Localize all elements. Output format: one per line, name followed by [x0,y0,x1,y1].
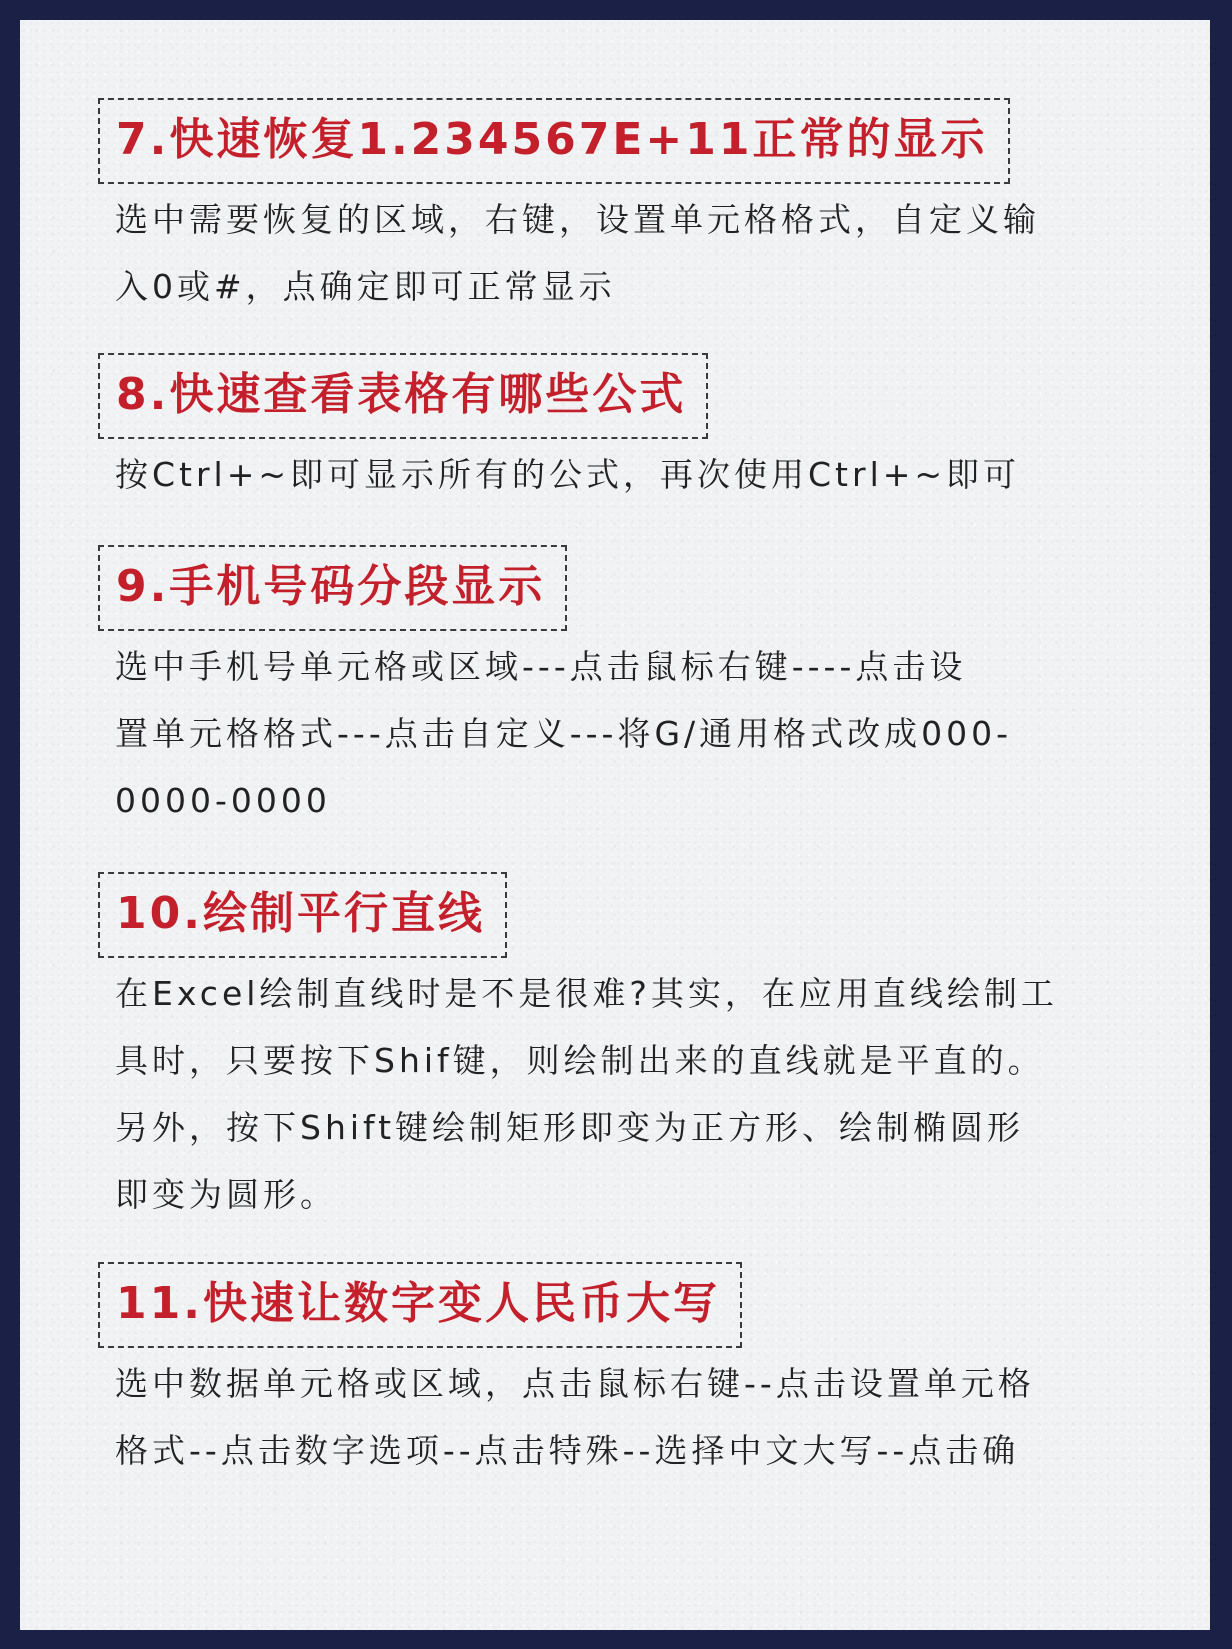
tip-10-line-3: 另外，按下Shift键绘制矩形即变为正方形、绘制椭圆形 [115,1108,1025,1147]
tip-7-heading-box [98,98,1010,184]
tip-10-heading-box [98,872,507,958]
tip-9-line-1: 选中手机号单元格或区域---点击鼠标右键----点击设 [115,647,967,686]
tip-10-line-2: 具时，只要按下Shif键，则绘制出来的直线就是平直的。 [115,1041,1045,1080]
tip-7 [98,98,1170,320]
tip-9-heading: 9.手机号码分段显示 [116,561,546,612]
tip-9 [98,545,1170,834]
tip-11-line-2: 格式--点击数字选项--点击特殊--选择中文大写--点击确 [115,1431,1020,1470]
page [20,20,1210,1630]
tip-11-body [98,1350,1170,1484]
tip-10-body [98,960,1170,1228]
tip-10-line-4: 即变为圆形。 [115,1175,337,1214]
tip-9-body [98,633,1170,834]
tip-8 [98,353,1170,508]
tip-7-heading: 7.快速恢复1.234567E+11正常的显示 [116,114,988,165]
tip-8-heading-box [98,353,708,439]
tip-11-heading-box [98,1262,742,1348]
tip-9-line-3: 0000-0000 [115,781,331,820]
tip-7-line-2: 入0或#，点确定即可正常显示 [115,267,616,306]
tip-9-line-2: 置单元格格式---点击自定义---将G/通用格式改成000- [115,714,1013,753]
tip-11 [98,1262,1170,1484]
tip-7-line-1: 选中需要恢复的区域，右键，设置单元格格式，自定义输 [115,200,1040,239]
tip-8-body [98,441,1170,508]
tip-8-heading: 8.快速查看表格有哪些公式 [116,369,687,420]
tip-11-heading: 11.快速让数字变人民币大写 [116,1278,720,1329]
tip-10 [98,872,1170,1228]
tip-7-body [98,186,1170,320]
tip-10-line-1: 在Excel绘制直线时是不是很难?其实，在应用直线绘制工 [115,974,1058,1013]
tip-11-line-1: 选中数据单元格或区域，点击鼠标右键--点击设置单元格 [115,1364,1035,1403]
tip-10-heading: 10.绘制平行直线 [116,888,485,939]
tip-9-heading-box [98,545,567,631]
tip-8-line-1: 按Ctrl+~即可显示所有的公式，再次使用Ctrl+~即可 [115,455,1021,494]
